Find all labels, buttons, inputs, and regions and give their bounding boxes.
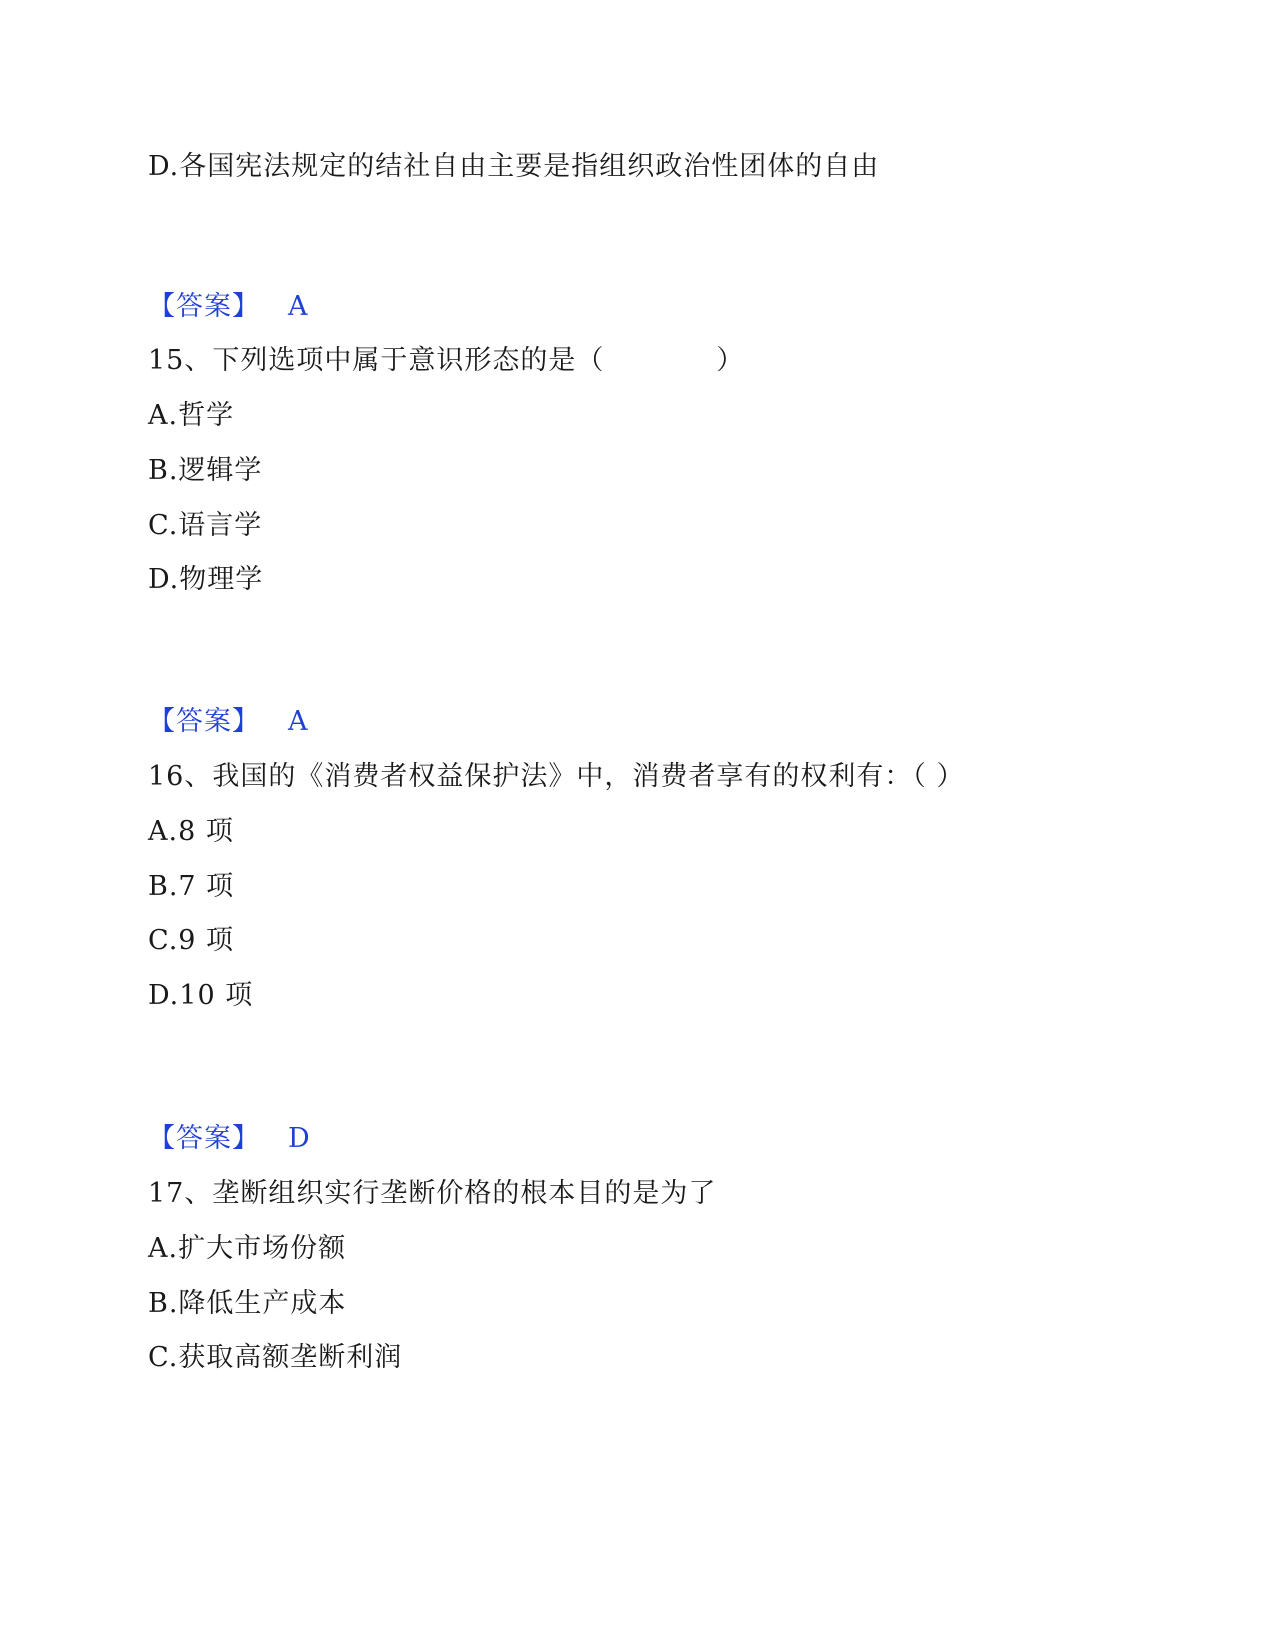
option-d: D.10 项 — [148, 980, 254, 1011]
question-17: 17、垄断组织实行垄断价格的根本目的是为了 — [148, 1178, 717, 1209]
question-15: 15、下列选项中属于意识形态的是（ ） — [148, 345, 745, 376]
option-a: A.哲学 — [148, 400, 235, 431]
answer-value: D — [288, 1123, 311, 1154]
option-c: C.9 项 — [148, 925, 235, 956]
option-c: C.获取高额垄断利润 — [148, 1342, 403, 1373]
option-d: D.物理学 — [148, 564, 264, 595]
option-c: C.语言学 — [148, 510, 263, 541]
option-d-prev-question: D.各国宪法规定的结社自由主要是指组织政治性团体的自由 — [148, 151, 880, 182]
answer-value: A — [288, 706, 309, 737]
option-a: A.8 项 — [148, 816, 234, 847]
answer-value: A — [288, 291, 309, 322]
answer-line-q14 — [148, 290, 309, 324]
answer-label: 【答案】 — [148, 291, 260, 322]
answer-line-q16 — [148, 1122, 311, 1156]
option-b: B.7 项 — [148, 871, 235, 902]
option-b: B.降低生产成本 — [148, 1288, 347, 1319]
answer-label: 【答案】 — [148, 1123, 260, 1154]
question-16: 16、我国的《消费者权益保护法》中，消费者享有的权利有：（ ） — [148, 761, 965, 792]
option-a: A.扩大市场份额 — [148, 1233, 347, 1264]
answer-label: 【答案】 — [148, 706, 260, 737]
option-b: B.逻辑学 — [148, 455, 263, 486]
answer-line-q15 — [148, 705, 309, 739]
